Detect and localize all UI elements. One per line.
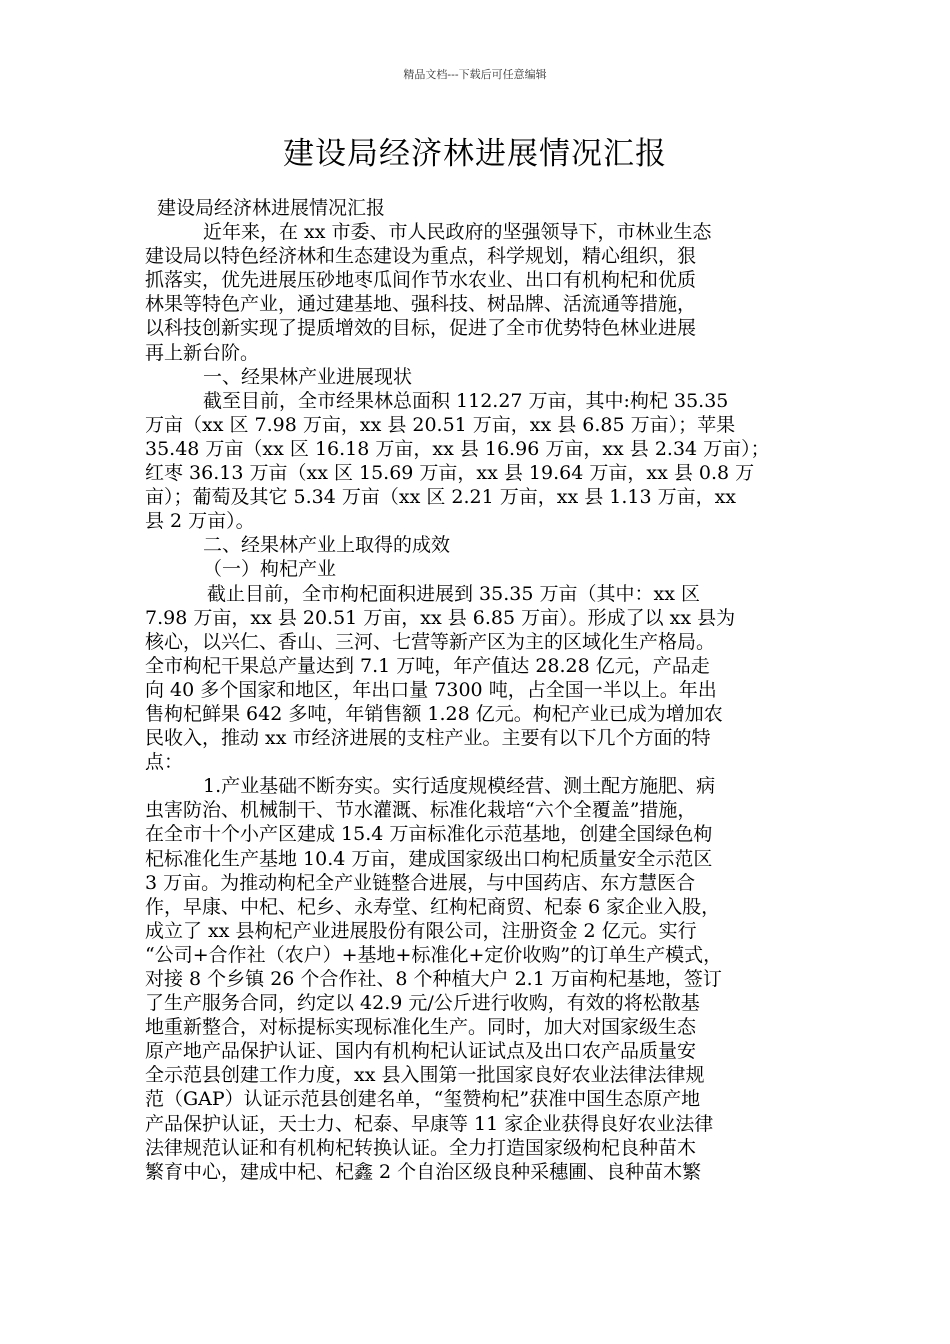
text-line: 全市枸杞干果总产量达到 7.1 万吨，年产值达 28.28 亿元，产品走 [145,654,710,677]
text-line: 亩）；葡萄及其它 5.34 万亩（xx 区 2.21 万亩，xx 县 1.13 万亩，xx [145,486,737,509]
text-line: 范（GAP）认证示范县创建名单，“玺赞枸杞”获准中国生态原产地 [145,1088,701,1111]
text-line: 在全市十个小产区建成 15.4 万亩标准化示范基地，创建全国绿色枸 [145,823,713,846]
text-line: 法律规范认证和有机枸杞转换认证。全力打造国家级枸杞良种苗木 [145,1136,697,1159]
text-line: “公司+合作社（农户）+基地+标准化+定价收购”的订单生产模式， [145,943,723,966]
text-line: 7.98 万亩，xx 县 20.51 万亩，xx 县 6.85 万亩）。形成了以 xx 县为 [145,606,736,629]
header-note: 精品文档---下载后可任意编辑 [403,68,547,81]
text-line: 售枸杞鲜果 642 多吨，年销售额 1.28 亿元。枸杞产业已成为增加农 [145,702,723,725]
text-line: 虫害防治、机械制干、节水灌溉、标准化栽培“六个全覆盖”措施， [145,799,697,822]
text-line: 万亩（xx 区 7.98 万亩，xx 县 20.51 万亩，xx 县 6.85 万亩）；苹果 [145,413,736,436]
text-line: 再上新台阶。 [145,341,260,364]
text-line: 建设局经济林进展情况汇报 [157,197,386,219]
text-line: 截止目前，全市枸杞面积进展到 35.35 万亩（其中：xx 区 [207,582,700,605]
text-line: 二、经果林产业上取得的成效 [203,534,451,557]
text-line: 点： [145,751,184,774]
text-line: 35.48 万亩（xx 区 16.18 万亩，xx 县 16.96 万亩，xx 县 2.34 万亩）； [145,437,770,460]
text-line: 产品保护认证，天士力、杞泰、早康等 11 家企业获得良好农业法律 [145,1112,714,1135]
document-title: 建设局经济林进展情况汇报 [283,136,667,172]
text-line: 一、经果林产业进展现状 [203,365,413,388]
text-line: （一）枸杞产业 [203,558,337,581]
text-line: 近年来，在 xx 市委、市人民政府的坚强领导下，市林业生态 [203,221,712,244]
document-body [145,196,805,1184]
text-line: 对接 8 个乡镇 26 个合作社、8 个种植大户 2.1 万亩枸杞基地，签订 [145,968,722,990]
text-line: 了生产服务合同，约定以 42.9 元/公斤进行收购，有效的将松散基 [145,992,700,1015]
text-line: 原产地产品保护认证、国内有机枸杞认证试点及出口农产品质量安 [145,1040,697,1063]
text-line: 杞标准化生产基地 10.4 万亩，建成国家级出口枸杞质量安全示范区 [145,847,713,870]
text-line: 民收入，推动 xx 市经济进展的支柱产业。主要有以下几个方面的特 [145,727,711,750]
text-line: 3 万亩。为推动枸杞全产业链整合进展，与中国药店、东方慧医合 [145,871,696,894]
text-line: 抓落实，优先进展压砂地枣瓜间作节水农业、出口有机枸杞和优质 [145,269,697,292]
text-line: 县 2 万亩）。 [145,510,255,533]
text-line: 作，早康、中杞、杞乡、永寿堂、红枸杞商贸、杞泰 6 家企业入股， [145,895,721,918]
text-line: 截至目前，全市经果林总面积 112.27 万亩，其中:枸杞 35.35 [203,389,729,412]
text-line: 核心，以兴仁、香山、三河、七营等新产区为主的区域化生产格局。 [145,630,716,653]
text-line: 建设局以特色经济林和生态建设为重点，科学规划，精心组织，狠 [145,245,697,268]
text-line: 以科技创新实现了提质增效的目标，促进了全市优势特色林业进展 [145,317,697,340]
text-line: 全示范县创建工作力度，xx 县入围第一批国家良好农业法律法律规 [145,1064,705,1087]
text-line: 繁育中心，建成中杞、杞鑫 2 个自治区级良种采穗圃、良种苗木繁 [145,1160,702,1183]
text-line: 1.产业基础不断夯实。实行适度规模经营、测土配方施肥、病 [203,775,716,798]
text-line: 成立了 xx 县枸杞产业进展股份有限公司，注册资金 2 亿元。实行 [145,919,697,942]
text-line: 地重新整合，对标提标实现标准化生产。同时，加大对国家级生态 [145,1016,697,1039]
text-line: 红枣 36.13 万亩（xx 区 15.69 万亩，xx 县 19.64 万亩，xx 县 0.8 万 [145,462,755,485]
text-line: 林果等特色产业，通过建基地、强科技、树品牌、活流通等措施， [145,293,697,316]
text-line: 向 40 多个国家和地区，年出口量 7300 吨，占全国一半以上。年出 [145,678,717,701]
